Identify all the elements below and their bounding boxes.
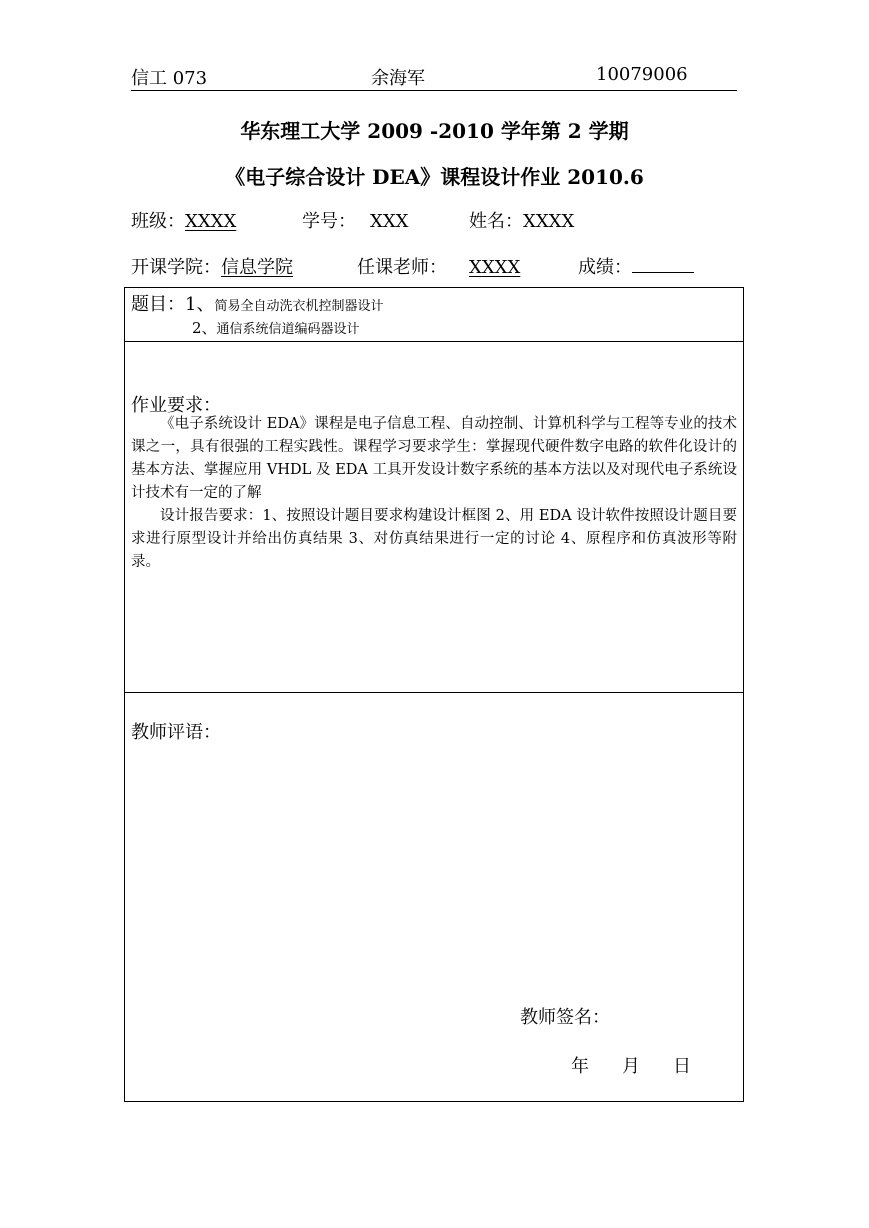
requirements-para-2: 设计报告要求：1、按照设计题目要求构建设计框图 2、用 EDA 设计软件按照设计题目要求进行原型设计并给出仿真结果 3、对仿真结果进行一定的讨论 4、原程序和仿真波形等附录。 xyxy=(131,508,737,570)
info-name xyxy=(469,207,574,233)
info-class xyxy=(131,207,236,233)
id-label: 学号： xyxy=(302,211,356,232)
requirements-body xyxy=(131,413,737,574)
header-student-id: 10079006 xyxy=(596,64,688,85)
id-value: XXX xyxy=(370,211,409,232)
requirements-para-1: 《电子系统设计 EDA》课程是电子信息工程、自动控制、计算机科学与工程等专业的技术课之一，具有很强的工程实践性。课程学习要求学生：掌握现代硬件数字电路的软件化设计的基本方法、掌握应用 VHDL 及 EDA 工具开发设计数字系统的基本方法以及对现代电子系统设计技术有一定的了解 xyxy=(131,416,737,501)
header-name: 余海军 xyxy=(371,68,425,89)
class-value: XXXX xyxy=(185,211,237,232)
name-label: 姓名： xyxy=(469,211,523,232)
topic-1-text: 简易全自动洗衣机控制器设计 xyxy=(214,299,384,314)
comments-label: 教师评语： xyxy=(131,722,221,743)
date-month: 月 xyxy=(622,1056,640,1077)
name-value: XXXX xyxy=(523,211,575,232)
score-label: 成绩： xyxy=(578,257,632,278)
date-year: 年 xyxy=(571,1056,589,1077)
teacher-label: 任课老师： xyxy=(357,257,447,278)
teacher-value: XXXX xyxy=(469,257,521,278)
info-teacher xyxy=(357,253,520,279)
class-label: 班级： xyxy=(131,211,185,232)
date-day: 日 xyxy=(673,1056,691,1077)
header-class: 信工 073 xyxy=(131,68,208,89)
college-value: 信息学院 xyxy=(221,257,293,278)
info-college xyxy=(131,253,293,279)
topics-label: 题目： xyxy=(131,294,185,315)
topic-1-num: 1、 xyxy=(185,294,215,315)
info-id xyxy=(302,207,408,233)
topic-2-num: 2、 xyxy=(192,319,217,337)
title-line-1: 华东理工大学 2009 -2010 学年第 2 学期 xyxy=(240,119,629,143)
header-rule xyxy=(131,90,737,91)
info-score xyxy=(578,253,694,279)
topic-item-1 xyxy=(131,290,383,316)
requirements-label: 作业要求： xyxy=(131,395,221,416)
signature-label: 教师签名： xyxy=(520,1007,610,1028)
score-blank xyxy=(632,254,694,273)
topic-2-text: 通信系统信道编码器设计 xyxy=(216,322,360,337)
comments-box xyxy=(124,692,744,1102)
college-label: 开课学院： xyxy=(131,257,221,278)
topic-item-2 xyxy=(192,317,360,338)
title-line-2: 《电子综合设计 DEA》课程设计作业 2010.6 xyxy=(225,165,644,189)
